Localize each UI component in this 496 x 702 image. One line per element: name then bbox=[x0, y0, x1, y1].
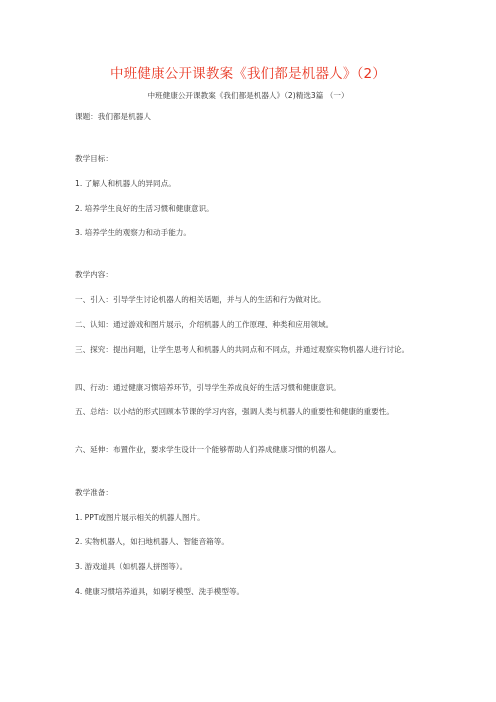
goal-item: 1. 了解人和机器人的异同点。 bbox=[75, 179, 176, 188]
content-item: 二、认知：通过游戏和图片展示，介绍机器人的工作原理、种类和应用领域。 bbox=[75, 320, 334, 329]
content-heading: 教学内容： bbox=[75, 270, 113, 279]
content-item: 一、引入：引导学生讨论机器人的相关话题，并与人的生活和行为做对比。 bbox=[75, 295, 326, 304]
goal-item: 2. 培养学生良好的生活习惯和健康意识。 bbox=[75, 204, 214, 213]
prep-item: 4. 健康习惯培养道具，如刷牙模型、洗手模型等。 bbox=[75, 587, 245, 596]
content-item: 六、延伸：布置作业，要求学生设计一个能够帮助人们养成健康习惯的机器人。 bbox=[75, 445, 341, 454]
document-title: 中班健康公开课教案《我们都是机器人》（2） bbox=[109, 66, 387, 82]
content-item: 三、探究：提出问题，让学生思考人和机器人的共同点和不同点，并通过观察实物机器人进行讨论。 bbox=[75, 345, 410, 354]
prep-heading: 教学准备： bbox=[75, 488, 113, 497]
document-subtitle: 中班健康公开课教案《我们都是机器人》（2)精选3篇 （一） bbox=[147, 91, 349, 100]
goals-heading: 教学目标： bbox=[75, 154, 113, 163]
content-item: 五、总结：以小结的形式回顾本节课的学习内容，强调人类与机器人的重要性和健康的重要性。 bbox=[75, 407, 394, 416]
content-item: 四、行动：通过健康习惯培养环节，引导学生养成良好的生活习惯和健康意识。 bbox=[75, 383, 341, 392]
prep-item: 1. PPT或图片展示相关的机器人图片。 bbox=[75, 513, 205, 522]
goal-item: 3. 培养学生的观察力和动手能力。 bbox=[75, 228, 191, 237]
prep-item: 3. 游戏道具（如机器人拼图等）。 bbox=[75, 562, 188, 571]
prep-item: 2. 实物机器人，如扫地机器人、智能音箱等。 bbox=[75, 537, 229, 546]
topic-line: 课题：我们都是机器人 bbox=[75, 112, 151, 121]
